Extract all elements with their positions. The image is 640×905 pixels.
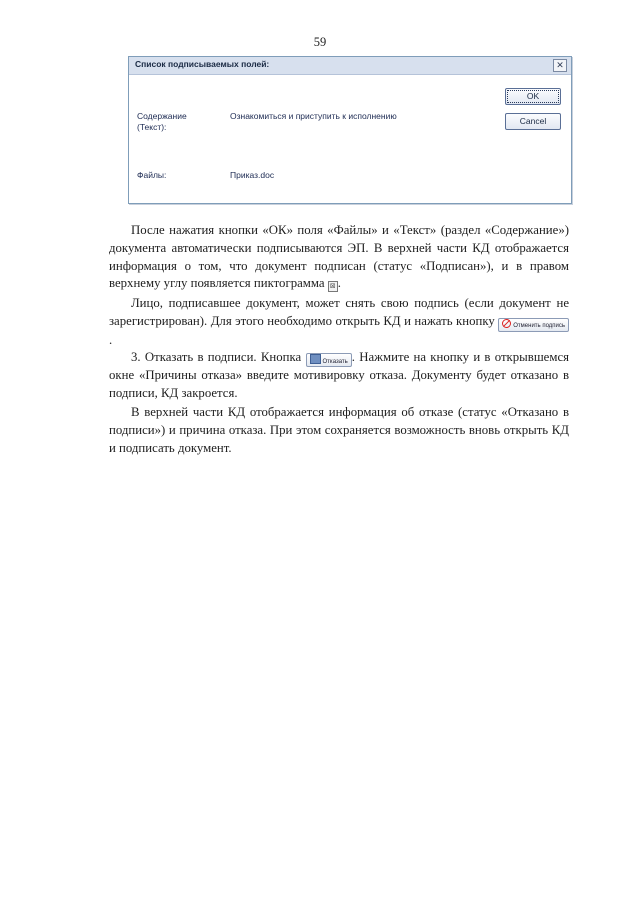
signed-pictogram-icon: ⊠ (328, 281, 338, 292)
dialog-body (129, 75, 571, 203)
paragraph-remove-signature: Лицо, подписавшее документ, может снять свою подпись (если документ не зарегистрирован). Для этого необходимо открыть КД и нажать кнопку Отменить подпись. (109, 296, 569, 347)
paragraph-text: После нажатия кнопки «ОК» поля «Файлы» и «Текст» (раздел «Содержание») документа автоматически подписываются ЭП. В верхней части КД отображается информация о том, что документ подписан (статус «Подписан»), и в правом верхнему углу появляется пиктограмма (109, 223, 569, 291)
cancel-button[interactable]: Cancel (505, 113, 561, 130)
close-icon[interactable]: ✕ (553, 59, 567, 72)
files-value: Приказ.doc (230, 170, 275, 180)
dialog-title: Список подписываемых полей: (135, 59, 270, 69)
content-value: Ознакомиться и приступить к исполнению (230, 111, 397, 121)
remove-signature-button[interactable] (498, 318, 569, 332)
signed-fields-dialog (128, 56, 572, 204)
refuse-button[interactable] (306, 353, 352, 367)
dialog-titlebar (129, 57, 571, 75)
files-label: Файлы: (137, 170, 167, 180)
remove-signature-label: Отменить подпись (513, 322, 566, 329)
paragraph-text: Лицо, подписавшее документ, может снять свою подпись (если документ не зарегистрирован). Для этого необходимо открыть КД и нажать кнопку (109, 296, 569, 328)
content-label: Содержание (Текст): (137, 111, 187, 132)
paragraph-text: 3. Отказать в подписи. Кнопка (131, 350, 302, 364)
paragraph-text: В верхней части КД отображается информация об отказе (статус «Отказано в подписи») и причина отказа. При этом сохраняется возможность вновь открыть КД и подписать документ. (109, 405, 569, 455)
paragraph-after-ok: После нажатия кнопки «ОК» поля «Файлы» и «Текст» (раздел «Содержание») документа автоматически подписываются ЭП. В верхней части КД отображается информация о том, что документ подписан (статус «Подписан»), и в правом верхнему углу появляется пиктограмма ⊠ . (109, 223, 569, 291)
paragraph-text: . Нажмите на кнопку и в открывшемся окне «Причины отказа» введите мотивировку отказа. Документу будет отказано в подписи, КД закроется. (109, 350, 570, 400)
paragraph-refusal-info (109, 404, 569, 457)
refuse-label: Отказать (322, 359, 348, 365)
paragraph-refuse-signature (109, 349, 569, 403)
prohibit-icon (502, 319, 511, 328)
page-number: 59 (313, 35, 327, 49)
ok-button[interactable]: OK (505, 88, 561, 105)
refuse-icon (310, 354, 321, 364)
